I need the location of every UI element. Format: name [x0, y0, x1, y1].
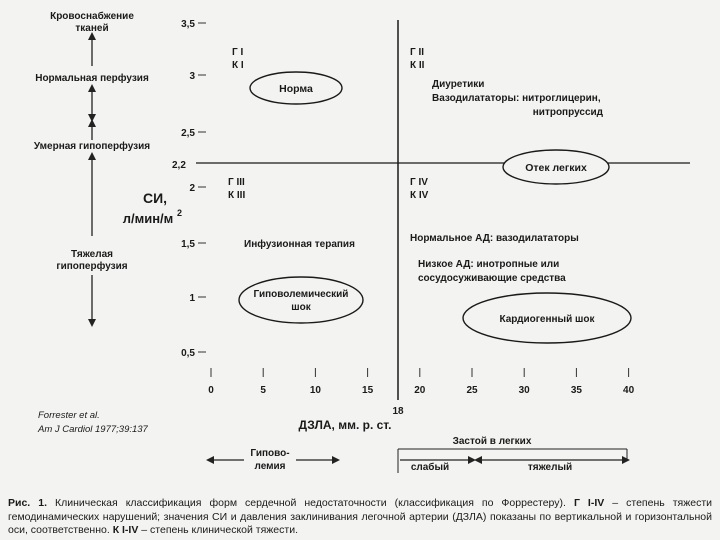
class-k3: К III: [228, 190, 246, 201]
oval-cardiogenic-label: Кардиогенный шок: [499, 314, 595, 325]
y-tick-label: 2,5: [181, 128, 195, 139]
y-tick-label: 1: [189, 293, 195, 304]
oval-edema-label: Отек легких: [525, 162, 587, 174]
x-tick-label: 35: [570, 385, 582, 396]
oval-norm: [250, 72, 342, 104]
x-axis-label: ДЗЛА, мм. р. ст.: [298, 418, 392, 432]
caption-k-range: К I-IV: [112, 524, 139, 536]
hypovolemia-line1: Гипово-: [250, 448, 290, 459]
y-axis-label-line2: л/мин/м: [122, 211, 174, 226]
citation-line2: Am J Cardiol 1977;39:137: [38, 424, 148, 435]
x-tick-label: 0: [208, 385, 214, 396]
note-vasodilators: Вазодилататоры: нитроглицерин,: [432, 93, 601, 104]
x-tick-label: 40: [623, 385, 635, 396]
y-axis-label-line1: СИ,: [142, 190, 168, 206]
oval-hypovolemic-line1: Гиповолемический: [253, 289, 349, 300]
x-axis-ticks: [208, 368, 634, 396]
class-k4: К IV: [410, 190, 429, 201]
y-axis-label-sup: 2: [177, 208, 183, 218]
bottom-annotations: [210, 436, 627, 473]
class-g1: Г I: [232, 47, 244, 58]
note-low-bp-2: сосудосуживающие средства: [418, 273, 566, 284]
perfusion-moderate-label: Умерная гипоперфузия: [33, 141, 151, 152]
perfusion-normal-label: Нормальная перфузия: [35, 73, 149, 84]
caption-text-1: Клиническая классификация форм сердечной недостаточности (классификация по Форрестеру).: [47, 497, 574, 509]
y-tick-label: 2: [189, 183, 195, 194]
caption-text-2: – степень тяжести гемодинамических нарушений; значения СИ и давления заклинивания легочной артерии (ДЗЛА) показаны по вертикальной и горизонтальной оси, соответственно.: [8, 497, 713, 536]
class-k2: К II: [410, 60, 425, 71]
caption-prefix: Рис. 1.: [8, 497, 47, 509]
oval-hypovolemic-line2: шок: [291, 302, 311, 313]
perfusion-severe-line2: гипоперфузия: [56, 261, 128, 272]
note-diuretics: Диуретики: [432, 79, 485, 90]
x-threshold-label: 18: [392, 406, 404, 417]
x-tick-label: 5: [260, 385, 266, 396]
x-tick-label: 20: [414, 385, 426, 396]
note-low-bp: Низкое АД: инотропные или: [418, 259, 560, 270]
perfusion-severe-line1: Тяжелая: [71, 249, 113, 260]
y-threshold-label: 2,2: [172, 160, 186, 171]
y-axis-label: [123, 190, 182, 226]
class-g4: Г IV: [410, 177, 428, 188]
severe-label: тяжелый: [527, 462, 573, 473]
caption-text-3: – степень клинической тяжести.: [138, 524, 298, 536]
x-tick-label: 30: [518, 385, 530, 396]
note-vasodilators-2: нитропруссид: [532, 107, 603, 118]
y-tick-label: 1,5: [181, 239, 195, 250]
perfusion-scale: [34, 10, 150, 323]
oval-edema: [503, 150, 609, 184]
oval-norm-label: Норма: [279, 83, 313, 95]
figure-caption: [8, 497, 712, 538]
oval-cardiogenic: [463, 293, 631, 343]
citation-line1: Forrester et al.: [38, 410, 100, 421]
perfusion-title-line2: тканей: [75, 23, 109, 34]
caption-g-range: Г I-IV: [573, 497, 605, 509]
class-k1: К I: [232, 60, 244, 71]
congestion-label: Застой в легких: [452, 436, 532, 447]
mild-label: слабый: [410, 462, 450, 473]
x-tick-label: 15: [362, 385, 374, 396]
x-tick-label: 25: [466, 385, 478, 396]
y-tick-label: 3: [189, 71, 195, 82]
x-tick-label: 10: [309, 385, 321, 396]
class-g2: Г II: [410, 47, 425, 58]
note-normal-bp: Нормальное АД: вазодилататоры: [410, 233, 579, 244]
y-tick-label: 3,5: [181, 19, 195, 30]
note-infusion: Инфузионная терапия: [244, 239, 355, 250]
y-axis-ticks: [181, 19, 206, 359]
perfusion-title-line1: Кровоснабжение: [50, 11, 134, 22]
class-g3: Г III: [228, 177, 245, 188]
y-tick-label: 0,5: [181, 348, 195, 359]
oval-hypovolemic: [239, 277, 363, 323]
hypovolemia-line2: лемия: [254, 461, 286, 472]
